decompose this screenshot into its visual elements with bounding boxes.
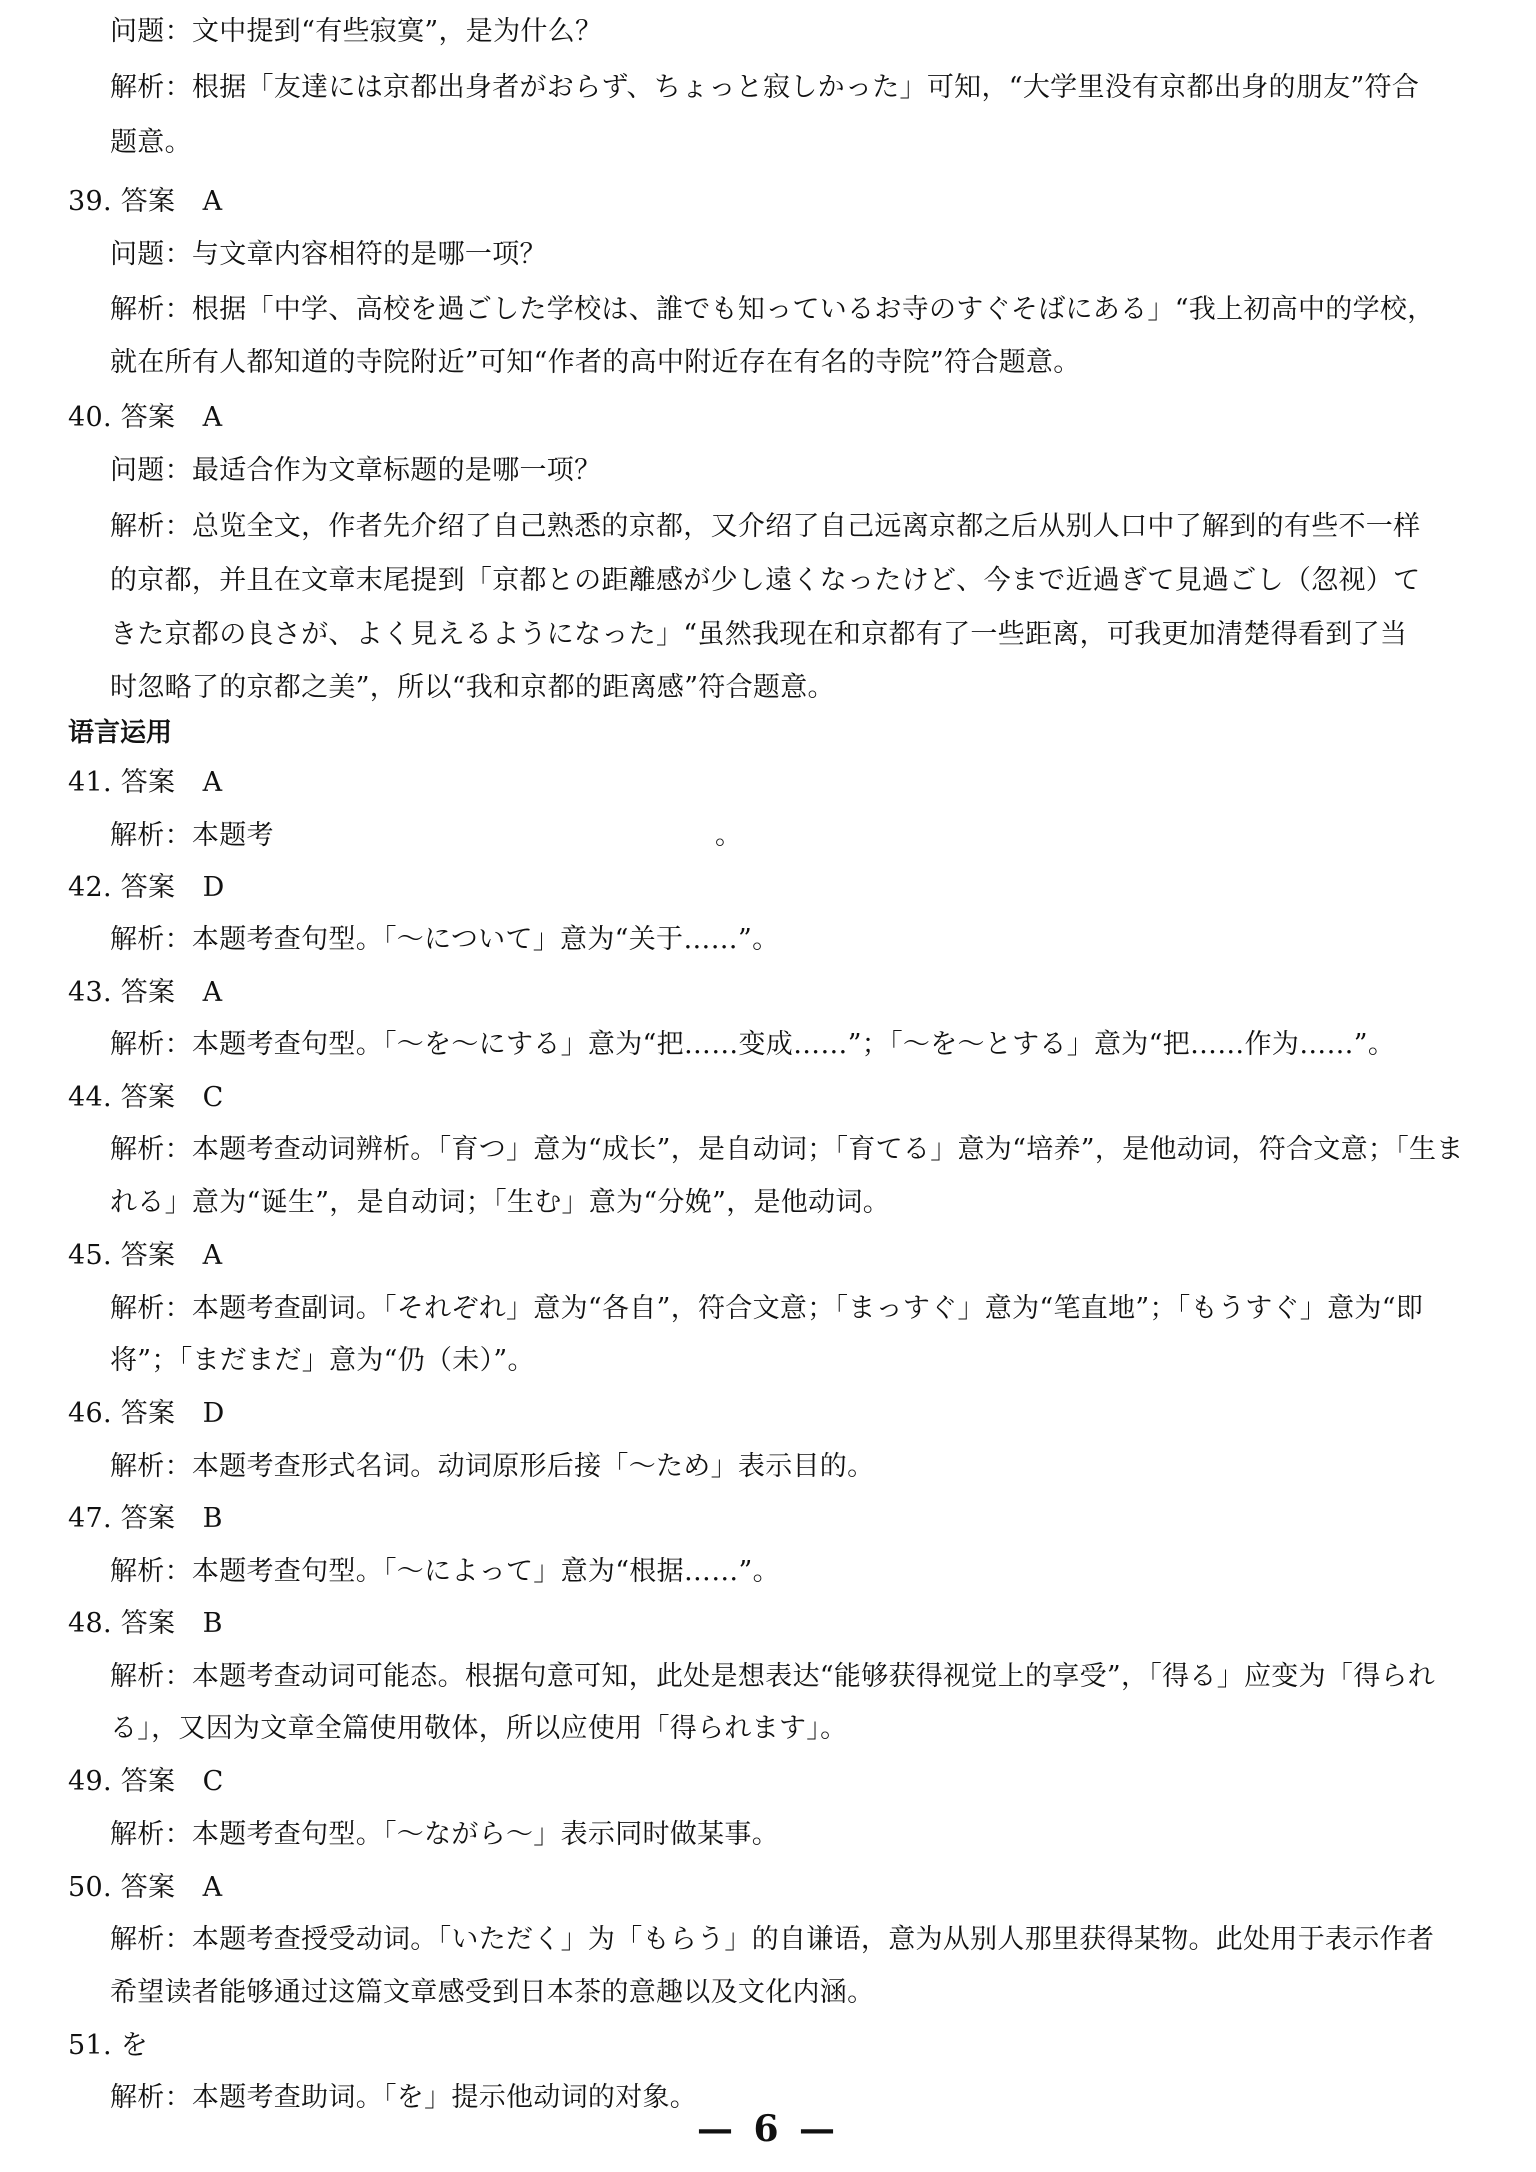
- text-line: 将”；「まだまだ」意为“仍（未）”。: [110, 1345, 535, 1376]
- answer-heading: 40. 答案 A: [68, 402, 223, 433]
- answer-heading: 39. 答案 A: [68, 186, 223, 217]
- answer-heading: 49. 答案 C: [68, 1766, 224, 1797]
- answer-heading: 46. 答案 D: [68, 1398, 225, 1429]
- text-line: 时忽略了的京都之美”，所以“我和京都的距离感”符合题意。: [110, 672, 835, 703]
- text-line: 解析：本题考查形式名词。动词原形后接「～ため」表示目的。: [110, 1451, 875, 1482]
- page-number: — 6 —: [696, 2108, 840, 2150]
- text-line: 解析：本题考查句型。「～ながら～」表示同时做某事。: [110, 1819, 779, 1850]
- answer-heading: 43. 答案 A: [68, 977, 223, 1008]
- text-line: れる」意为“诞生”，是自动词；「生む」意为“分娩”，是他动词。: [110, 1187, 891, 1218]
- text-line: 解析：本题考查副词。「それぞれ」意为“各自”，符合文意；「まっすぐ」意为“笔直地”；「もうすぐ」意为“即: [110, 1293, 1424, 1324]
- text-line: 希望读者能够通过这篇文章感受到日本茶的意趣以及文化内涵。: [110, 1977, 875, 2008]
- text-line: 题意。: [110, 127, 192, 158]
- text-line: 解析：根据「中学、高校を過ごした学校は、誰でも知っているお寺のすぐそばにある」“我上初高中的学校，: [110, 294, 1435, 325]
- text-line: る」，又因为文章全篇使用敬体，所以应使用「得られます」。: [110, 1713, 848, 1744]
- text-line: 问题：与文章内容相符的是哪一项？: [110, 239, 547, 270]
- text-line: 解析：本题考查动词辨析。「育つ」意为“成长”，是自动词；「育てる」意为“培养”，是他动词，符合文意；「生ま: [110, 1134, 1464, 1165]
- text-line: 解析：本题考: [110, 820, 274, 851]
- text-line: 解析：本题考查授受动词。「いただく」为「もらう」的自谦语，意为从别人那里获得某物。此处用于表示作者: [110, 1924, 1435, 1955]
- answer-heading: 50. 答案 A: [68, 1872, 223, 1903]
- text-line: 的京都，并且在文章末尾提到「京都との距離感が少し遠くなったけど、今まで近過ぎて見過ごし（忽视）て: [110, 565, 1421, 596]
- answer-heading: 45. 答案 A: [68, 1240, 223, 1271]
- text-line: 解析：本题考查句型。「～について」意为“关于……”。: [110, 924, 780, 955]
- answer-heading: 42. 答案 D: [68, 872, 225, 903]
- answer-heading: 51. を: [68, 2030, 149, 2061]
- answer-heading: 47. 答案 B: [68, 1503, 223, 1534]
- answer-heading: 48. 答案 B: [68, 1608, 223, 1639]
- section-title: 语言运用: [68, 718, 173, 748]
- text-line: 解析：本题考查句型。「～を～にする」意为“把……变成……”；「～を～とする」意为“把……作为……”。: [110, 1029, 1396, 1060]
- answer-heading: 44. 答案 C: [68, 1082, 224, 1113]
- text-line: 解析：总览全文，作者先介绍了自己熟悉的京都，又介绍了自己远离京都之后从别人口中了解到的有些不一样: [110, 511, 1421, 542]
- text-line: 解析：本题考查句型。「～によって」意为“根据……”。: [110, 1556, 780, 1587]
- text-line: 就在所有人都知道的寺院附近”可知“作者的高中附近存在有名的寺院”符合题意。: [110, 347, 1081, 378]
- text-line: 问题：文中提到“有些寂寞”，是为什么？: [110, 16, 603, 47]
- text-line: 。: [715, 820, 743, 851]
- text-line: 解析：本题考查动词可能态。根据句意可知，此处是想表达“能够获得视觉上的享受”，「得る」应变为「得られ: [110, 1661, 1436, 1692]
- text-line: きた京都の良さが、よく見えるようになった」“虽然我现在和京都有了一些距离，可我更加清楚得看到了当: [110, 619, 1408, 650]
- answer-heading: 41. 答案 A: [68, 767, 223, 798]
- text-line: 解析：本题考查助词。「を」提示他动词的对象。: [110, 2082, 698, 2113]
- text-line: 问题：最适合作为文章标题的是哪一项？: [110, 455, 602, 486]
- text-line: 解析：根据「友達には京都出身者がおらず、ちょっと寂しかった」可知，“大学里没有京都出身的朋友”符合: [110, 72, 1420, 103]
